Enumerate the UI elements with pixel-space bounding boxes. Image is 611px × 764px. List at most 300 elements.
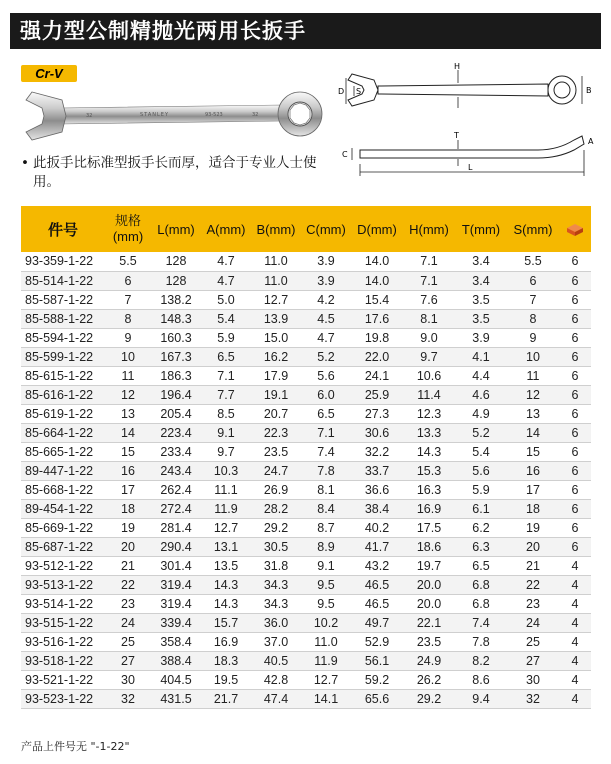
table-cell: 301.4 xyxy=(151,556,201,575)
table-cell: 8 xyxy=(105,309,151,328)
table-row xyxy=(21,480,591,499)
table-row xyxy=(21,366,591,385)
table-cell: 4 xyxy=(559,651,591,670)
table-cell: 5.4 xyxy=(201,309,251,328)
table-cell: 27 xyxy=(507,651,559,670)
table-cell: 41.7 xyxy=(351,537,403,556)
table-cell: 128 xyxy=(151,271,201,290)
table-cell: 5.2 xyxy=(455,423,507,442)
table-cell: 49.7 xyxy=(351,613,403,632)
table-cell: 7.8 xyxy=(301,461,351,480)
table-cell: 319.4 xyxy=(151,575,201,594)
table-cell: 29.2 xyxy=(251,518,301,537)
table-cell: 8.4 xyxy=(301,499,351,518)
part-number-cell: 85-599-1-22 xyxy=(21,347,105,366)
table-cell: 19 xyxy=(105,518,151,537)
table-cell: 6.8 xyxy=(455,594,507,613)
table-cell: 11.1 xyxy=(201,480,251,499)
table-cell: 10.3 xyxy=(201,461,251,480)
table-cell: 7.8 xyxy=(455,632,507,651)
table-cell: 6 xyxy=(559,518,591,537)
table-cell: 5.5 xyxy=(507,252,559,271)
col-header-part: 件号 xyxy=(21,206,105,252)
table-cell: 8.1 xyxy=(403,309,455,328)
table-cell: 3.4 xyxy=(455,252,507,271)
table-cell: 243.4 xyxy=(151,461,201,480)
part-number-cell: 93-359-1-22 xyxy=(21,252,105,271)
table-cell: 15 xyxy=(105,442,151,461)
col-header-t: T(mm) xyxy=(455,206,507,252)
table-cell: 25.9 xyxy=(351,385,403,404)
table-cell: 19.5 xyxy=(201,670,251,689)
table-cell: 6 xyxy=(559,404,591,423)
wrench-product-image xyxy=(20,88,325,144)
part-number-cell: 89-454-1-22 xyxy=(21,499,105,518)
table-cell: 4.7 xyxy=(301,328,351,347)
table-cell: 196.4 xyxy=(151,385,201,404)
table-cell: 14.3 xyxy=(201,594,251,613)
table-cell: 4.1 xyxy=(455,347,507,366)
table-row xyxy=(21,632,591,651)
table-cell: 7.4 xyxy=(455,613,507,632)
table-cell: 7.1 xyxy=(403,271,455,290)
table-cell: 272.4 xyxy=(151,499,201,518)
table-row xyxy=(21,518,591,537)
table-cell: 36.0 xyxy=(251,613,301,632)
table-row xyxy=(21,385,591,404)
table-row xyxy=(21,309,591,328)
table-cell: 4.7 xyxy=(201,252,251,271)
table-cell: 22.0 xyxy=(351,347,403,366)
table-cell: 12.7 xyxy=(301,670,351,689)
table-cell: 5.9 xyxy=(455,480,507,499)
table-cell: 10 xyxy=(507,347,559,366)
part-number-cell: 85-588-1-22 xyxy=(21,309,105,328)
table-cell: 6 xyxy=(559,385,591,404)
col-header-pack xyxy=(559,206,591,252)
table-cell: 9 xyxy=(507,328,559,347)
part-number-cell: 85-616-1-22 xyxy=(21,385,105,404)
table-cell: 404.5 xyxy=(151,670,201,689)
dim-label-h: H xyxy=(454,62,461,71)
table-cell: 17.6 xyxy=(351,309,403,328)
table-cell: 27 xyxy=(105,651,151,670)
table-row xyxy=(21,328,591,347)
table-cell: 4.7 xyxy=(201,271,251,290)
table-cell: 3.9 xyxy=(301,271,351,290)
spec-table xyxy=(21,206,591,709)
table-cell: 14.3 xyxy=(201,575,251,594)
table-cell: 3.9 xyxy=(301,252,351,271)
table-cell: 148.3 xyxy=(151,309,201,328)
table-cell: 9.5 xyxy=(301,575,351,594)
table-cell: 3.5 xyxy=(455,290,507,309)
table-row xyxy=(21,575,591,594)
table-cell: 32 xyxy=(105,689,151,708)
table-cell: 11.4 xyxy=(403,385,455,404)
table-cell: 31.8 xyxy=(251,556,301,575)
table-cell: 14.3 xyxy=(403,442,455,461)
table-cell: 14.0 xyxy=(351,252,403,271)
table-cell: 160.3 xyxy=(151,328,201,347)
table-cell: 8.7 xyxy=(301,518,351,537)
table-cell: 40.2 xyxy=(351,518,403,537)
table-cell: 12 xyxy=(507,385,559,404)
table-cell: 6 xyxy=(559,328,591,347)
table-cell: 6 xyxy=(559,461,591,480)
table-cell: 65.6 xyxy=(351,689,403,708)
dim-label-d: D xyxy=(338,87,345,96)
table-cell: 8.9 xyxy=(301,537,351,556)
table-cell: 26.9 xyxy=(251,480,301,499)
table-cell: 319.4 xyxy=(151,594,201,613)
table-cell: 6.5 xyxy=(201,347,251,366)
table-cell: 5.4 xyxy=(455,442,507,461)
table-cell: 24 xyxy=(507,613,559,632)
table-cell: 11.0 xyxy=(301,632,351,651)
dim-label-b: B xyxy=(586,86,592,95)
table-cell: 34.3 xyxy=(251,594,301,613)
table-row xyxy=(21,442,591,461)
table-row xyxy=(21,423,591,442)
table-cell: 7.6 xyxy=(403,290,455,309)
table-row xyxy=(21,613,591,632)
table-cell: 17.9 xyxy=(251,366,301,385)
dim-label-s: S xyxy=(356,87,362,96)
table-cell: 30 xyxy=(507,670,559,689)
table-cell: 23 xyxy=(507,594,559,613)
table-cell: 9.7 xyxy=(201,442,251,461)
table-cell: 29.2 xyxy=(403,689,455,708)
table-cell: 33.7 xyxy=(351,461,403,480)
table-cell: 6 xyxy=(559,309,591,328)
table-cell: 5.0 xyxy=(201,290,251,309)
table-cell: 9.1 xyxy=(301,556,351,575)
engraving-size-left: 32 xyxy=(86,113,93,119)
table-row xyxy=(21,499,591,518)
table-cell: 6.2 xyxy=(455,518,507,537)
table-row xyxy=(21,404,591,423)
table-cell: 9.1 xyxy=(201,423,251,442)
col-header-size-line2: (mm) xyxy=(112,229,144,244)
table-body xyxy=(21,252,591,708)
dim-label-a: A xyxy=(588,137,594,146)
part-number-cell: 93-516-1-22 xyxy=(21,632,105,651)
table-cell: 167.3 xyxy=(151,347,201,366)
table-cell: 262.4 xyxy=(151,480,201,499)
table-cell: 5.6 xyxy=(301,366,351,385)
table-cell: 23.5 xyxy=(251,442,301,461)
top-view-diagram xyxy=(348,74,576,106)
table-cell: 15.4 xyxy=(351,290,403,309)
table-cell: 6 xyxy=(105,271,151,290)
table-cell: 6 xyxy=(559,252,591,271)
table-cell: 15.0 xyxy=(251,328,301,347)
table-cell: 15.7 xyxy=(201,613,251,632)
table-cell: 6.5 xyxy=(455,556,507,575)
table-row xyxy=(21,670,591,689)
dimension-diagram xyxy=(338,60,600,185)
col-header-size-line1: 规格 xyxy=(114,213,141,228)
col-header-c: C(mm) xyxy=(301,206,351,252)
table-cell: 7.4 xyxy=(301,442,351,461)
part-number-cell: 85-665-1-22 xyxy=(21,442,105,461)
table-cell: 18.3 xyxy=(201,651,251,670)
table-cell: 14 xyxy=(507,423,559,442)
part-number-cell: 93-513-1-22 xyxy=(21,575,105,594)
table-row xyxy=(21,556,591,575)
side-view-diagram xyxy=(360,136,584,158)
table-cell: 14 xyxy=(105,423,151,442)
table-cell: 4 xyxy=(559,670,591,689)
table-cell: 223.4 xyxy=(151,423,201,442)
part-number-cell: 93-515-1-22 xyxy=(21,613,105,632)
table-cell: 6 xyxy=(559,537,591,556)
table-cell: 47.4 xyxy=(251,689,301,708)
dim-label-l: L xyxy=(468,163,473,172)
table-cell: 24.7 xyxy=(251,461,301,480)
table-cell: 20.7 xyxy=(251,404,301,423)
engraving-part-number: 93-523 xyxy=(205,112,223,118)
table-cell: 9.7 xyxy=(403,347,455,366)
table-cell: 19 xyxy=(507,518,559,537)
table-cell: 4 xyxy=(559,613,591,632)
bullet-icon: • xyxy=(21,155,29,171)
table-cell: 6.8 xyxy=(455,575,507,594)
table-cell: 6.5 xyxy=(301,404,351,423)
table-cell: 9.0 xyxy=(403,328,455,347)
table-cell: 11 xyxy=(105,366,151,385)
table-cell: 23.5 xyxy=(403,632,455,651)
col-header-l: L(mm) xyxy=(151,206,201,252)
page-title: 强力型公制精抛光两用长扳手 xyxy=(10,13,601,49)
table-cell: 20.0 xyxy=(403,575,455,594)
table-cell: 7.7 xyxy=(201,385,251,404)
table-row xyxy=(21,461,591,480)
table-cell: 42.8 xyxy=(251,670,301,689)
table-cell: 40.5 xyxy=(251,651,301,670)
table-cell: 16.9 xyxy=(201,632,251,651)
table-cell: 4.5 xyxy=(301,309,351,328)
part-number-cell: 85-615-1-22 xyxy=(21,366,105,385)
part-number-cell: 93-523-1-22 xyxy=(21,689,105,708)
table-cell: 13 xyxy=(105,404,151,423)
table-cell: 20 xyxy=(507,537,559,556)
table-cell: 11.9 xyxy=(201,499,251,518)
table-cell: 16.2 xyxy=(251,347,301,366)
table-cell: 4 xyxy=(559,556,591,575)
table-cell: 8.2 xyxy=(455,651,507,670)
table-cell: 10.2 xyxy=(301,613,351,632)
table-cell: 14.0 xyxy=(351,271,403,290)
table-cell: 12.7 xyxy=(201,518,251,537)
table-cell: 3.5 xyxy=(455,309,507,328)
table-cell: 6 xyxy=(559,423,591,442)
dim-label-t: T xyxy=(454,131,459,140)
table-row xyxy=(21,347,591,366)
table-cell: 32 xyxy=(507,689,559,708)
table-cell: 30 xyxy=(105,670,151,689)
table-cell: 19.1 xyxy=(251,385,301,404)
table-cell: 27.3 xyxy=(351,404,403,423)
table-cell: 19.8 xyxy=(351,328,403,347)
col-header-s: S(mm) xyxy=(507,206,559,252)
table-cell: 13.3 xyxy=(403,423,455,442)
table-cell: 5.9 xyxy=(201,328,251,347)
table-cell: 6.3 xyxy=(455,537,507,556)
table-cell: 6 xyxy=(559,442,591,461)
col-header-size xyxy=(105,206,151,252)
table-cell: 13 xyxy=(507,404,559,423)
table-cell: 17.5 xyxy=(403,518,455,537)
table-cell: 30.5 xyxy=(251,537,301,556)
dim-label-c: C xyxy=(342,150,348,159)
table-row xyxy=(21,252,591,271)
table-cell: 46.5 xyxy=(351,575,403,594)
table-cell: 6 xyxy=(559,499,591,518)
table-cell: 13.5 xyxy=(201,556,251,575)
table-row xyxy=(21,537,591,556)
table-cell: 388.4 xyxy=(151,651,201,670)
table-cell: 34.3 xyxy=(251,575,301,594)
table-cell: 21 xyxy=(105,556,151,575)
col-header-h: H(mm) xyxy=(403,206,455,252)
table-row xyxy=(21,651,591,670)
table-cell: 13.9 xyxy=(251,309,301,328)
table-cell: 4.2 xyxy=(301,290,351,309)
part-number-cell: 85-594-1-22 xyxy=(21,328,105,347)
table-cell: 12 xyxy=(105,385,151,404)
part-number-cell: 89-447-1-22 xyxy=(21,461,105,480)
table-cell: 18 xyxy=(507,499,559,518)
table-cell: 22.3 xyxy=(251,423,301,442)
table-cell: 59.2 xyxy=(351,670,403,689)
table-cell: 5.2 xyxy=(301,347,351,366)
engraving-size-right: 32 xyxy=(252,112,259,118)
table-cell: 16 xyxy=(507,461,559,480)
table-cell: 22 xyxy=(105,575,151,594)
table-cell: 11.9 xyxy=(301,651,351,670)
table-cell: 6 xyxy=(559,290,591,309)
table-cell: 4 xyxy=(559,632,591,651)
table-cell: 19.7 xyxy=(403,556,455,575)
table-cell: 56.1 xyxy=(351,651,403,670)
table-cell: 30.6 xyxy=(351,423,403,442)
material-badge: Cr-V xyxy=(21,65,77,82)
table-cell: 32.2 xyxy=(351,442,403,461)
table-cell: 24 xyxy=(105,613,151,632)
table-cell: 4 xyxy=(559,689,591,708)
table-cell: 4.4 xyxy=(455,366,507,385)
table-row xyxy=(21,290,591,309)
table-cell: 25 xyxy=(105,632,151,651)
table-cell: 339.4 xyxy=(151,613,201,632)
table-cell: 15.3 xyxy=(403,461,455,480)
table-cell: 233.4 xyxy=(151,442,201,461)
col-header-a: A(mm) xyxy=(201,206,251,252)
table-cell: 13.1 xyxy=(201,537,251,556)
table-cell: 8.6 xyxy=(455,670,507,689)
table-row xyxy=(21,689,591,708)
table-cell: 9.5 xyxy=(301,594,351,613)
table-cell: 12.7 xyxy=(251,290,301,309)
table-cell: 18 xyxy=(105,499,151,518)
table-cell: 431.5 xyxy=(151,689,201,708)
package-icon xyxy=(566,223,584,237)
table-cell: 20 xyxy=(105,537,151,556)
table-cell: 20.0 xyxy=(403,594,455,613)
part-number-cell: 85-514-1-22 xyxy=(21,271,105,290)
table-row xyxy=(21,271,591,290)
table-cell: 7 xyxy=(507,290,559,309)
part-number-cell: 85-668-1-22 xyxy=(21,480,105,499)
table-cell: 10.6 xyxy=(403,366,455,385)
table-cell: 6.1 xyxy=(455,499,507,518)
table-cell: 5.6 xyxy=(455,461,507,480)
part-number-cell: 85-687-1-22 xyxy=(21,537,105,556)
part-number-cell: 93-514-1-22 xyxy=(21,594,105,613)
part-number-cell: 93-518-1-22 xyxy=(21,651,105,670)
table-cell: 11.0 xyxy=(251,271,301,290)
table-cell: 3.4 xyxy=(455,271,507,290)
table-cell: 7 xyxy=(105,290,151,309)
table-cell: 36.6 xyxy=(351,480,403,499)
table-cell: 4.9 xyxy=(455,404,507,423)
table-cell: 128 xyxy=(151,252,201,271)
table-cell: 7.1 xyxy=(301,423,351,442)
col-header-d: D(mm) xyxy=(351,206,403,252)
part-number-cell: 85-669-1-22 xyxy=(21,518,105,537)
table-cell: 358.4 xyxy=(151,632,201,651)
table-cell: 21 xyxy=(507,556,559,575)
footnote: 产品上件号无 "-1-22" xyxy=(21,740,130,753)
table-cell: 11.0 xyxy=(251,252,301,271)
table-cell: 8.5 xyxy=(201,404,251,423)
table-cell: 46.5 xyxy=(351,594,403,613)
table-cell: 37.0 xyxy=(251,632,301,651)
table-cell: 8 xyxy=(507,309,559,328)
table-cell: 52.9 xyxy=(351,632,403,651)
table-cell: 281.4 xyxy=(151,518,201,537)
table-cell: 10 xyxy=(105,347,151,366)
table-cell: 38.4 xyxy=(351,499,403,518)
table-cell: 24.1 xyxy=(351,366,403,385)
part-number-cell: 93-521-1-22 xyxy=(21,670,105,689)
table-cell: 16 xyxy=(105,461,151,480)
product-description xyxy=(21,154,321,192)
table-cell: 205.4 xyxy=(151,404,201,423)
table-cell: 138.2 xyxy=(151,290,201,309)
table-cell: 11 xyxy=(507,366,559,385)
table-cell: 22.1 xyxy=(403,613,455,632)
table-cell: 186.3 xyxy=(151,366,201,385)
table-cell: 3.9 xyxy=(455,328,507,347)
table-cell: 8.1 xyxy=(301,480,351,499)
table-cell: 6 xyxy=(559,271,591,290)
table-cell: 6 xyxy=(507,271,559,290)
part-number-cell: 85-587-1-22 xyxy=(21,290,105,309)
table-cell: 18.6 xyxy=(403,537,455,556)
table-cell: 16.9 xyxy=(403,499,455,518)
table-cell: 24.9 xyxy=(403,651,455,670)
table-cell: 9.4 xyxy=(455,689,507,708)
table-cell: 6 xyxy=(559,347,591,366)
part-number-cell: 93-512-1-22 xyxy=(21,556,105,575)
table-cell: 14.1 xyxy=(301,689,351,708)
engraving-brand: STANLEY xyxy=(140,112,169,118)
table-cell: 4 xyxy=(559,575,591,594)
table-cell: 4.6 xyxy=(455,385,507,404)
